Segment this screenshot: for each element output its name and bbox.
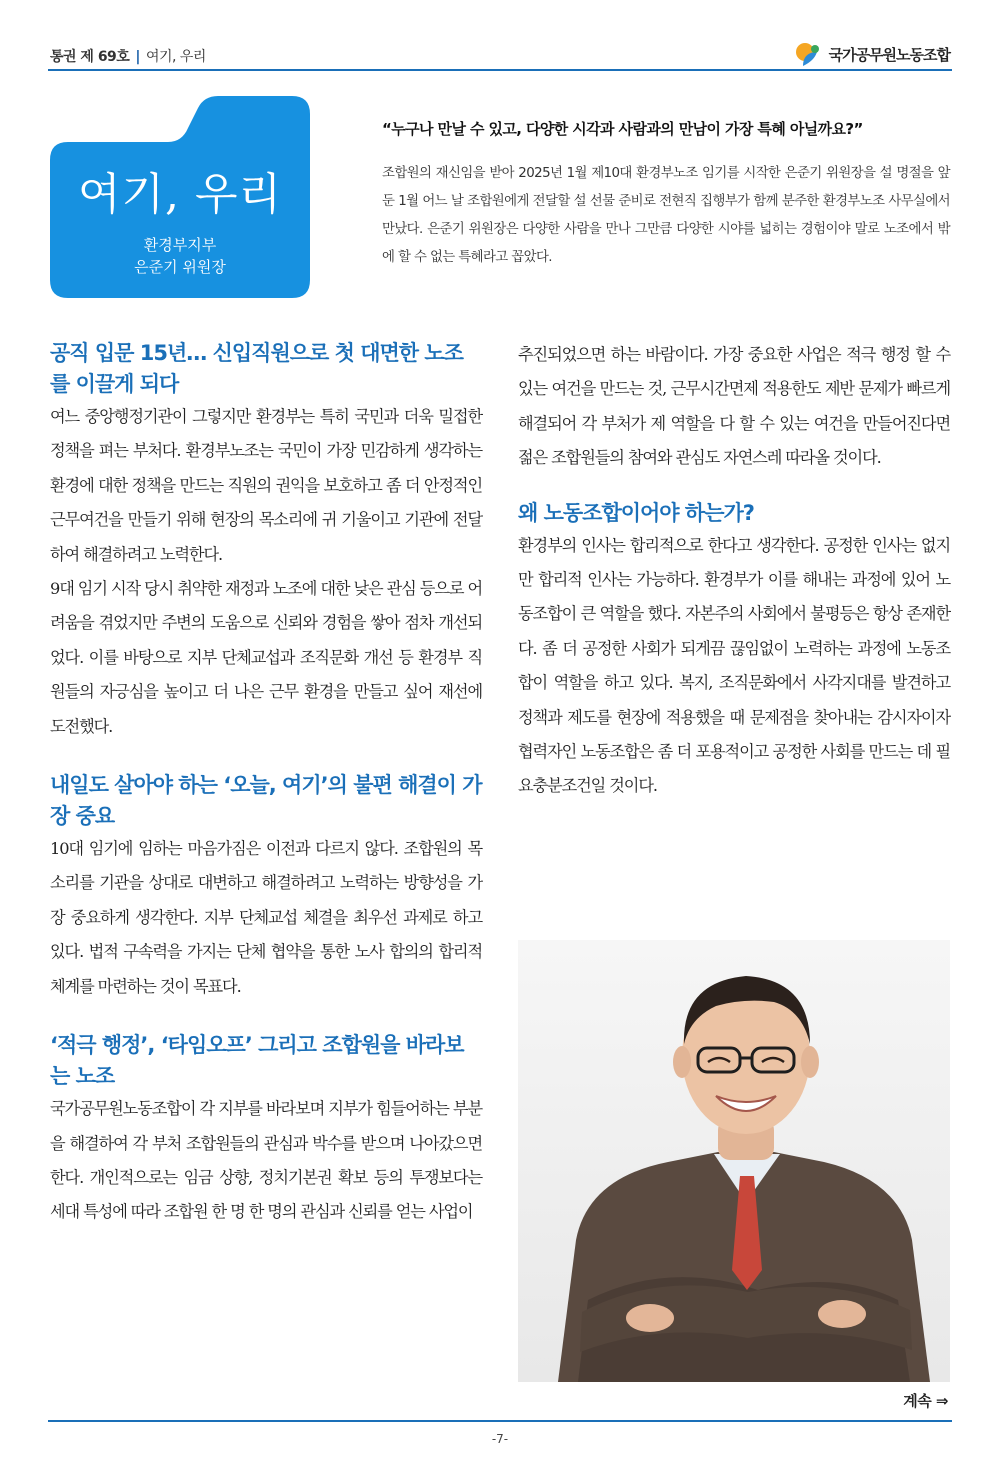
footer-rule (48, 1420, 952, 1422)
body-paragraph: 10대 임기에 임하는 마음가짐은 이전과 다르지 않다. 조합원의 목소리를 기관을 상대로 대변하고 해결하려고 노력하는 방향성을 가장 중요하게 생각한다. 지부 단체교섭 체결을 최우선 과제로 하고 있다. 법적 구속력을 가지는 단체 협약을 통한 노사 합의의 합리적 체계를 마련하는 것이 목표다. (50, 839, 482, 996)
pull-quote: “누구나 만날 수 있고, 다양한 시각과 사람과의 만남이 가장 특혜 아닐까요?” (382, 120, 863, 138)
body-paragraph: 9대 임기 시작 당시 취약한 재정과 노조에 대한 낮은 관심 등으로 어려움을 겪었지만 주변의 도움으로 신뢰와 경험을 쌓아 점차 개선되었다. 이를 바탕으로 지부 단체교섭과 조직문화 개선 등 환경부 직원들의 자긍심을 높이고 더 나은 근무 환경을 만들고 싶어 재선에 도전했다. (50, 579, 482, 736)
body-paragraph: 여느 중앙행정기관이 그렇지만 환경부는 특히 국민과 더욱 밀접한 정책을 펴는 부처다. 환경부노조는 국민이 가장 민감하게 생각하는 환경에 대한 정책을 만드는 직원의 권익을 보호하고 좀 더 안정적인 근무여건을 만들기 위해 현장의 목소리에 귀 기울이고 기관에 전달하여 해결하려고 노력한다. (50, 407, 482, 564)
section-heading: ‘적극 행정’, ‘타임오프’ 그리고 조합원을 바라보는 노조 (50, 1033, 464, 1089)
section-heading: 왜 노동조합이어야 하는가? (518, 500, 754, 525)
page-number: -7- (491, 1432, 509, 1446)
right-column (518, 338, 950, 804)
feature-person: 은준기 위원장 (134, 258, 226, 276)
portrait-photo (518, 940, 950, 1382)
body-paragraph: 국가공무원노동조합이 각 지부를 바라보며 지부가 힘들어하는 부분을 해결하여 각 부처 조합원들의 관심과 박수를 받으며 나아갔으면 한다. 개인적으로는 임금 상향, 정치기본권 확보 등의 투쟁보다는 세대 특성에 따라 조합원 한 명 한 명의 관심과 신뢰를 얻는 사업이 (50, 1099, 482, 1222)
body-paragraph: 추진되었으면 하는 바람이다. 가장 중요한 사업은 적극 행정 할 수 있는 여건을 만드는 것, 근무시간면제 적용한도 제반 문제가 빠르게 해결되어 각 부처가 제 역할을 다 할 수 있는 여건을 만들어진다면 젊은 조합원들의 참여와 관심도 자연스레 따라올 것이다. (518, 345, 950, 468)
section-heading: 공직 입문 15년… 신입직원으로 첫 대면한 노조를 이끌게 되다 (50, 341, 463, 396)
section-heading: 내일도 살아야 하는 ‘오늘, 여기’의 불편 해결이 가장 중요 (50, 773, 482, 829)
brand-name: 국가공무원노동조합 (828, 45, 950, 64)
feature-dept: 환경부지부 (143, 236, 217, 254)
page-header (50, 40, 950, 68)
feature-title: 여기, 우리 (78, 169, 282, 220)
intro-paragraph: 조합원의 재신임을 받아 2025년 1월 제10대 환경부노조 임기를 시작한 은준기 위원장을 설 명절을 앞둔 1월 어느 날 조합원에게 전달할 설 선물 준비로 전현직 집행부가 함께 분주한 환경부노조 사무실에서 만났다. 은준기 위원장은 다양한 사람을 만나 그만큼 다양한 시야를 넓히는 경험이야 말로 노조에서 밖에 할 수 없는 특혜라고 꼽았다. (382, 166, 950, 265)
section-name: 여기, 우리 (145, 49, 206, 65)
continue-label: 계속 ⇒ (903, 1392, 948, 1410)
union-logo-icon (795, 40, 823, 68)
issue-number: 통권 제 69호 (50, 49, 130, 65)
feature-title-card (50, 96, 310, 298)
left-column (50, 338, 482, 1230)
issue-info (50, 46, 206, 66)
brand (795, 40, 950, 68)
body-paragraph: 환경부의 인사는 합리적으로 한다고 생각한다. 공정한 인사는 없지만 합리적 인사는 가능하다. 환경부가 이를 해내는 과정에 있어 노동조합이 큰 역할을 했다. 자본주의 사회에서 불평등은 항상 존재한다. 좀 더 공정한 사회가 되게끔 끊임없이 노력하는 과정에 노동조합이 역할을 하고 있다. 복지, 조직문화에서 사각지대를 발견하고 정책과 제도를 현장에 적용했을 때 문제점을 찾아내는 감시자이자 협력자인 노동조합은 좀 더 포용적이고 공정한 사회를 만드는 데 필요충분조건일 것이다. (518, 535, 950, 796)
header-rule (48, 69, 952, 71)
header-separator: | (135, 49, 140, 65)
